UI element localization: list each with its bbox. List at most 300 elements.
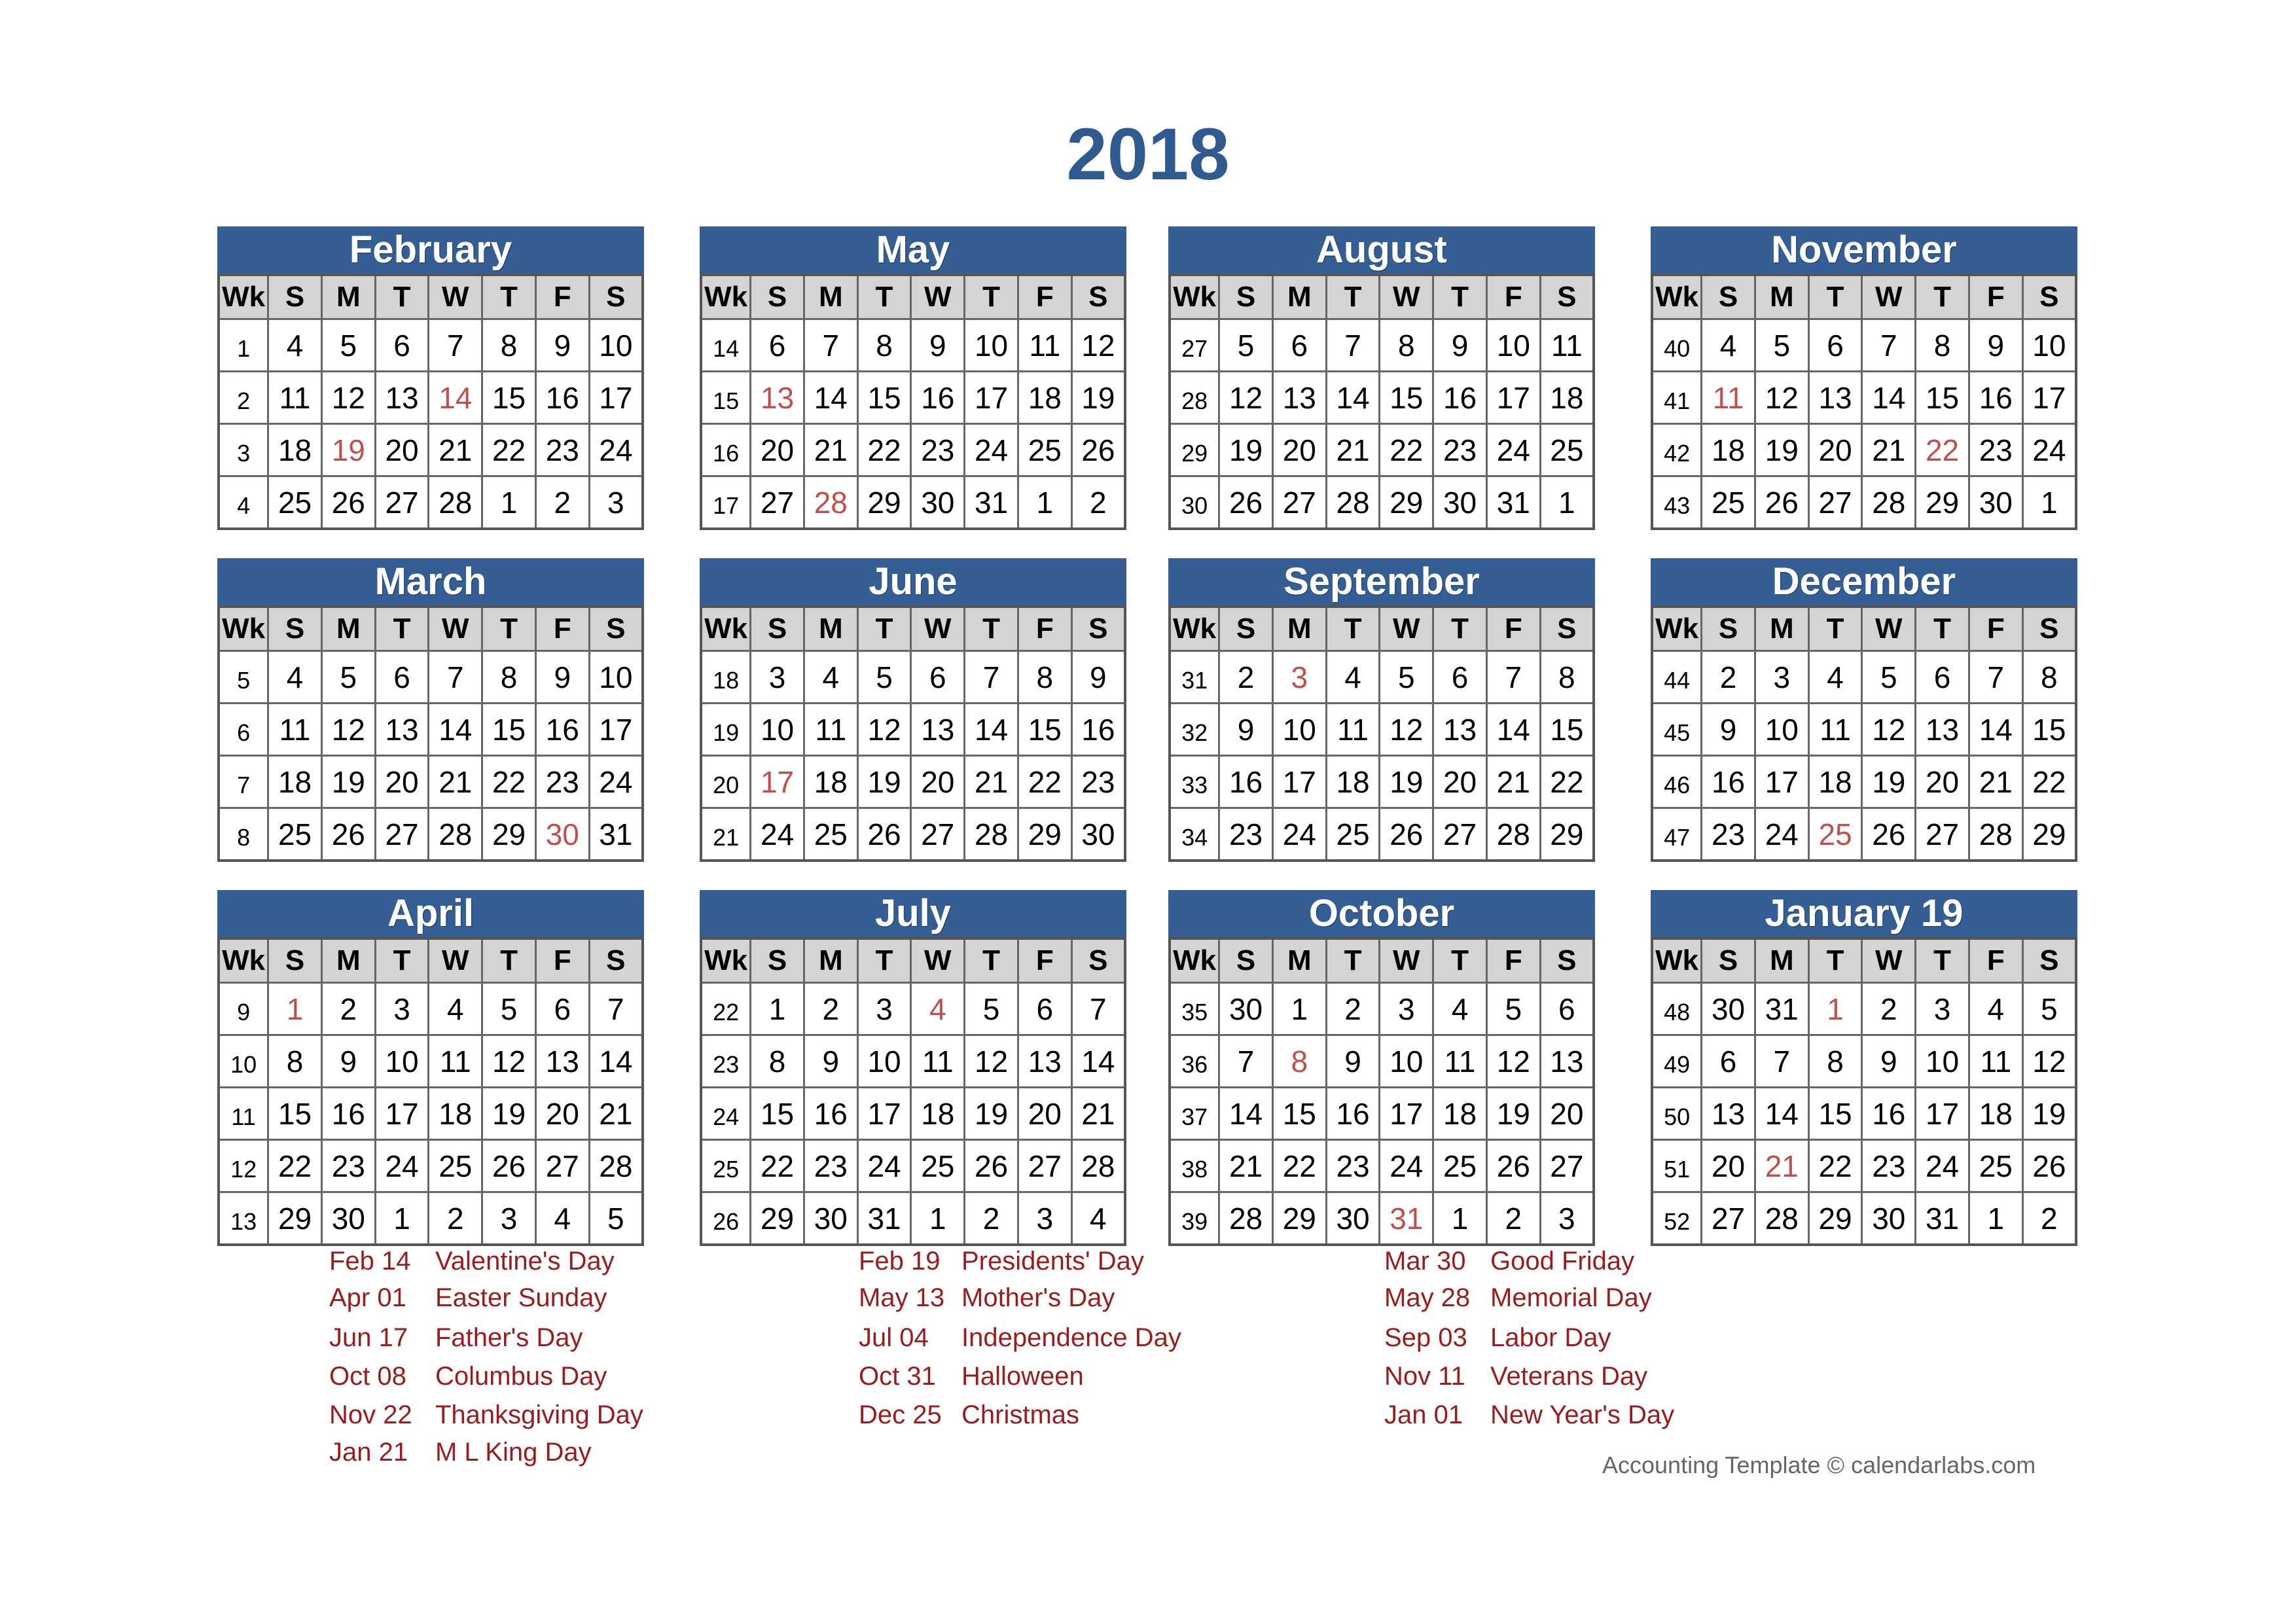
date-cell: 27	[375, 476, 429, 529]
date-cell: 18	[1808, 756, 1862, 808]
date-cell: 11	[268, 372, 322, 424]
date-cell: 30	[1326, 1192, 1380, 1245]
week-row	[219, 651, 643, 704]
date-cell: 17	[375, 1088, 429, 1140]
weekday-header: S	[1219, 607, 1273, 651]
date-cell: 6	[375, 651, 429, 704]
weekday-header: S	[1071, 938, 1125, 983]
month-calendar	[1168, 890, 1595, 1236]
date-cell: 10	[965, 319, 1018, 372]
weekday-header: T	[857, 938, 911, 983]
week-row	[1170, 983, 1594, 1035]
weekday-header: F	[1969, 275, 2022, 319]
week-number: 21	[701, 808, 751, 861]
date-cell: 16	[1071, 704, 1125, 756]
date-cell: 30	[1862, 1192, 1916, 1245]
month-calendar	[217, 890, 644, 1236]
week-number: 50	[1652, 1088, 1702, 1140]
date-cell: 29	[1380, 476, 1433, 529]
date-cell: 14	[804, 372, 857, 424]
holiday-name: Independence Day	[961, 1323, 1181, 1352]
date-cell: 26	[482, 1140, 536, 1192]
date-cell: 8	[1018, 651, 1071, 704]
date-cell: 31	[857, 1192, 911, 1245]
week-number: 1	[219, 319, 268, 372]
weekday-header: W	[1862, 607, 1916, 651]
week-row	[1652, 651, 2076, 704]
date-cell: 26	[321, 808, 375, 861]
month-table	[1651, 937, 2077, 1246]
date-cell: 9	[1862, 1035, 1916, 1088]
date-cell: 4	[1969, 983, 2022, 1035]
date-cell: 21	[804, 424, 857, 476]
date-cell: 16	[1862, 1088, 1916, 1140]
week-row	[1170, 651, 1594, 704]
week-row	[1652, 756, 2076, 808]
week-row	[701, 651, 1125, 704]
date-cell: 22	[1808, 1140, 1862, 1192]
holiday-item	[1384, 1247, 1842, 1281]
weekday-header: S	[1071, 275, 1125, 319]
week-row	[701, 1035, 1125, 1088]
week-row	[219, 424, 643, 476]
weekday-header: S	[268, 938, 322, 983]
date-cell: 2	[1071, 476, 1125, 529]
date-cell: 18	[1969, 1088, 2022, 1140]
date-cell: 5	[1755, 319, 1808, 372]
week-row	[1170, 1192, 1594, 1245]
date-cell: 2	[1862, 983, 1916, 1035]
date-cell: 14	[965, 704, 1018, 756]
date-cell: 1	[1433, 1192, 1487, 1245]
holiday-date-cell: 14	[429, 372, 482, 424]
date-cell: 8	[1916, 319, 1969, 372]
week-number: 10	[219, 1035, 268, 1088]
date-cell: 11	[911, 1035, 965, 1088]
date-cell: 26	[1486, 1140, 1540, 1192]
holiday-date-cell: 3	[1272, 651, 1326, 704]
month-calendar	[1651, 558, 2077, 851]
holiday-date-cell: 8	[1272, 1035, 1326, 1088]
week-number: 51	[1652, 1140, 1702, 1192]
month-title: August	[1168, 226, 1595, 274]
date-cell: 19	[2022, 1088, 2076, 1140]
date-cell: 15	[1916, 372, 1969, 424]
date-cell: 24	[589, 756, 643, 808]
weekday-header: F	[1018, 607, 1071, 651]
weekday-header: T	[1326, 607, 1380, 651]
holiday-item	[1384, 1362, 1842, 1396]
date-cell: 21	[965, 756, 1018, 808]
date-cell: 12	[2022, 1035, 2076, 1088]
week-row	[219, 476, 643, 529]
date-cell: 11	[1969, 1035, 2022, 1088]
month-title: June	[700, 558, 1126, 605]
weekday-header: T	[857, 275, 911, 319]
date-cell: 9	[535, 319, 589, 372]
week-number: 3	[219, 424, 268, 476]
week-number: 41	[1652, 372, 1702, 424]
date-cell: 14	[1219, 1088, 1273, 1140]
weekday-header: S	[1702, 938, 1755, 983]
weekday-header: S	[589, 275, 643, 319]
date-cell: 4	[1433, 983, 1487, 1035]
date-cell: 15	[1808, 1088, 1862, 1140]
date-cell: 22	[1380, 424, 1433, 476]
date-cell: 29	[1916, 476, 1969, 529]
date-cell: 11	[429, 1035, 482, 1088]
weekday-header: S	[2022, 607, 2076, 651]
date-cell: 15	[482, 372, 536, 424]
week-number: 25	[701, 1140, 751, 1192]
date-cell: 18	[268, 756, 322, 808]
date-cell: 26	[1380, 808, 1433, 861]
week-row	[1652, 1140, 2076, 1192]
week-number: 45	[1652, 704, 1702, 756]
date-cell: 26	[1219, 476, 1273, 529]
weekday-header: M	[321, 938, 375, 983]
weekday-header: W	[1862, 938, 1916, 983]
weekday-header: M	[321, 275, 375, 319]
date-cell: 13	[1018, 1035, 1071, 1088]
date-cell: 1	[751, 983, 804, 1035]
holiday-date-cell: 1	[1808, 983, 1862, 1035]
date-cell: 20	[1808, 424, 1862, 476]
date-cell: 3	[1916, 983, 1969, 1035]
date-cell: 11	[1433, 1035, 1487, 1088]
holiday-item	[329, 1438, 787, 1472]
week-number: 42	[1652, 424, 1702, 476]
date-cell: 21	[1219, 1140, 1273, 1192]
holiday-item	[1384, 1283, 1842, 1317]
date-cell: 10	[375, 1035, 429, 1088]
weekday-header: W	[1380, 938, 1433, 983]
date-cell: 25	[1326, 808, 1380, 861]
date-cell: 30	[1219, 983, 1273, 1035]
date-cell: 5	[965, 983, 1018, 1035]
weekday-header-row	[701, 275, 1125, 319]
holiday-item	[329, 1283, 787, 1317]
weekday-header: T	[1326, 275, 1380, 319]
holiday-name: Labor Day	[1490, 1323, 1611, 1352]
holiday-date: Oct 08	[329, 1362, 406, 1391]
weekday-header: S	[1702, 607, 1755, 651]
month-table	[1168, 937, 1595, 1246]
date-cell: 31	[1755, 983, 1808, 1035]
week-number: 17	[701, 476, 751, 529]
date-cell: 4	[535, 1192, 589, 1245]
date-cell: 12	[1380, 704, 1433, 756]
week-row	[1652, 424, 2076, 476]
month-calendar	[700, 226, 1126, 520]
weekday-header: T	[375, 938, 429, 983]
date-cell: 2	[429, 1192, 482, 1245]
date-cell: 10	[1916, 1035, 1969, 1088]
date-cell: 24	[857, 1140, 911, 1192]
weekday-header-row	[219, 607, 643, 651]
date-cell: 24	[965, 424, 1018, 476]
date-cell: 26	[1862, 808, 1916, 861]
date-cell: 8	[482, 651, 536, 704]
date-cell: 24	[751, 808, 804, 861]
date-cell: 7	[1326, 319, 1380, 372]
date-cell: 1	[482, 476, 536, 529]
date-cell: 9	[321, 1035, 375, 1088]
month-calendar	[217, 226, 644, 520]
date-cell: 16	[1219, 756, 1273, 808]
holiday-item	[859, 1283, 1317, 1317]
date-cell: 5	[1219, 319, 1273, 372]
date-cell: 12	[1486, 1035, 1540, 1088]
holiday-item	[859, 1247, 1317, 1281]
weekday-header: M	[804, 275, 857, 319]
week-row	[1170, 756, 1594, 808]
weekday-header-row	[219, 275, 643, 319]
date-cell: 5	[321, 319, 375, 372]
date-cell: 24	[1755, 808, 1808, 861]
date-cell: 17	[2022, 372, 2076, 424]
date-cell: 23	[1071, 756, 1125, 808]
weekday-header: T	[1808, 275, 1862, 319]
date-cell: 13	[1916, 704, 1969, 756]
date-cell: 26	[857, 808, 911, 861]
date-cell: 25	[1702, 476, 1755, 529]
week-row	[701, 476, 1125, 529]
date-cell: 9	[535, 651, 589, 704]
week-number-header: Wk	[219, 275, 268, 319]
month-table	[217, 605, 644, 862]
holiday-name: Thanksgiving Day	[435, 1400, 643, 1429]
week-number-header: Wk	[1170, 607, 1219, 651]
month-table	[217, 937, 644, 1246]
weekday-header-row	[701, 938, 1125, 983]
date-cell: 12	[1755, 372, 1808, 424]
date-cell: 27	[1540, 1140, 1594, 1192]
date-cell: 19	[1380, 756, 1433, 808]
weekday-header: S	[1071, 607, 1125, 651]
holiday-date-cell: 22	[1916, 424, 1969, 476]
date-cell: 4	[804, 651, 857, 704]
holiday-date-cell: 1	[268, 983, 322, 1035]
week-number-header: Wk	[701, 938, 751, 983]
weekday-header: T	[1808, 938, 1862, 983]
week-row	[1170, 424, 1594, 476]
date-cell: 10	[589, 651, 643, 704]
date-cell: 30	[1969, 476, 2022, 529]
date-cell: 18	[1702, 424, 1755, 476]
weekday-header: S	[751, 607, 804, 651]
week-row	[1652, 372, 2076, 424]
date-cell: 3	[589, 476, 643, 529]
date-cell: 9	[911, 319, 965, 372]
week-row	[219, 1088, 643, 1140]
date-cell: 10	[1486, 319, 1540, 372]
weekday-header-row	[1652, 607, 2076, 651]
weekday-header: T	[965, 275, 1018, 319]
week-row	[701, 983, 1125, 1035]
date-cell: 8	[1540, 651, 1594, 704]
week-number-header: Wk	[701, 275, 751, 319]
weekday-header: W	[911, 938, 965, 983]
holiday-date: Feb 19	[859, 1247, 941, 1275]
date-cell: 8	[1380, 319, 1433, 372]
date-cell: 19	[321, 756, 375, 808]
date-cell: 5	[857, 651, 911, 704]
date-cell: 21	[429, 424, 482, 476]
date-cell: 24	[589, 424, 643, 476]
date-cell: 21	[1969, 756, 2022, 808]
week-number: 11	[219, 1088, 268, 1140]
date-cell: 22	[1540, 756, 1594, 808]
holiday-date-cell: 28	[804, 476, 857, 529]
date-cell: 8	[751, 1035, 804, 1088]
holiday-item	[329, 1247, 787, 1281]
week-number: 27	[1170, 319, 1219, 372]
weekday-header: F	[535, 275, 589, 319]
date-cell: 22	[751, 1140, 804, 1192]
week-number: 37	[1170, 1088, 1219, 1140]
date-cell: 1	[2022, 476, 2076, 529]
date-cell: 12	[1219, 372, 1273, 424]
holiday-name: Christmas	[961, 1400, 1080, 1429]
date-cell: 15	[1018, 704, 1071, 756]
date-cell: 20	[535, 1088, 589, 1140]
weekday-header: F	[1969, 607, 2022, 651]
holiday-item	[329, 1323, 787, 1357]
date-cell: 24	[1272, 808, 1326, 861]
weekday-header: S	[268, 607, 322, 651]
week-row	[219, 372, 643, 424]
date-cell: 5	[482, 983, 536, 1035]
date-cell: 27	[375, 808, 429, 861]
week-number: 29	[1170, 424, 1219, 476]
week-row	[219, 319, 643, 372]
week-number: 8	[219, 808, 268, 861]
month-title: January 19	[1651, 890, 2077, 937]
weekday-header: M	[321, 607, 375, 651]
date-cell: 31	[1486, 476, 1540, 529]
week-number-header: Wk	[1652, 275, 1702, 319]
week-row	[1652, 1035, 2076, 1088]
week-row	[701, 424, 1125, 476]
week-row	[1652, 319, 2076, 372]
date-cell: 16	[911, 372, 965, 424]
week-number: 7	[219, 756, 268, 808]
date-cell: 14	[1862, 372, 1916, 424]
date-cell: 25	[1540, 424, 1594, 476]
date-cell: 18	[804, 756, 857, 808]
date-cell: 4	[1808, 651, 1862, 704]
weekday-header: M	[804, 607, 857, 651]
date-cell: 1	[1272, 983, 1326, 1035]
date-cell: 4	[1702, 319, 1755, 372]
holiday-date: Mar 30	[1384, 1247, 1466, 1275]
date-cell: 29	[1272, 1192, 1326, 1245]
weekday-header: W	[911, 275, 965, 319]
weekday-header: M	[1272, 607, 1326, 651]
holiday-date: Apr 01	[329, 1283, 406, 1312]
date-cell: 2	[804, 983, 857, 1035]
weekday-header: M	[1755, 275, 1808, 319]
date-cell: 2	[1486, 1192, 1540, 1245]
weekday-header: W	[1380, 607, 1433, 651]
weekday-header: F	[1486, 607, 1540, 651]
holiday-item	[1384, 1323, 1842, 1357]
date-cell: 29	[2022, 808, 2076, 861]
date-cell: 23	[535, 424, 589, 476]
week-row	[1170, 372, 1594, 424]
date-cell: 6	[1433, 651, 1487, 704]
month-calendar	[1168, 558, 1595, 851]
date-cell: 3	[1018, 1192, 1071, 1245]
holiday-date-cell: 30	[535, 808, 589, 861]
date-cell: 11	[268, 704, 322, 756]
holiday-date-cell: 21	[1755, 1140, 1808, 1192]
week-number: 14	[701, 319, 751, 372]
date-cell: 6	[375, 319, 429, 372]
date-cell: 19	[482, 1088, 536, 1140]
holiday-name: Valentine's Day	[435, 1247, 615, 1275]
holiday-date: Jan 21	[329, 1438, 408, 1467]
date-cell: 28	[589, 1140, 643, 1192]
date-cell: 23	[1433, 424, 1487, 476]
date-cell: 8	[482, 319, 536, 372]
date-cell: 18	[911, 1088, 965, 1140]
weekday-header: W	[911, 607, 965, 651]
week-number-header: Wk	[1652, 607, 1702, 651]
weekday-header: T	[1433, 275, 1487, 319]
date-cell: 28	[1486, 808, 1540, 861]
weekday-header-row	[1170, 938, 1594, 983]
month-table	[700, 937, 1126, 1246]
date-cell: 28	[1755, 1192, 1808, 1245]
date-cell: 27	[1018, 1140, 1071, 1192]
date-cell: 20	[1272, 424, 1326, 476]
date-cell: 29	[751, 1192, 804, 1245]
date-cell: 15	[2022, 704, 2076, 756]
date-cell: 1	[1969, 1192, 2022, 1245]
week-row	[1170, 319, 1594, 372]
date-cell: 27	[911, 808, 965, 861]
date-cell: 30	[1071, 808, 1125, 861]
date-cell: 5	[1486, 983, 1540, 1035]
holiday-date-cell: 31	[1380, 1192, 1433, 1245]
weekday-header: F	[1018, 938, 1071, 983]
year-title: 2018	[1066, 113, 1230, 195]
date-cell: 8	[857, 319, 911, 372]
date-cell: 9	[804, 1035, 857, 1088]
date-cell: 26	[1071, 424, 1125, 476]
date-cell: 14	[1486, 704, 1540, 756]
date-cell: 15	[482, 704, 536, 756]
weekday-header-row	[701, 607, 1125, 651]
date-cell: 17	[1916, 1088, 1969, 1140]
week-number: 52	[1652, 1192, 1702, 1245]
week-row	[219, 808, 643, 861]
date-cell: 25	[268, 476, 322, 529]
weekday-header: S	[1540, 607, 1594, 651]
date-cell: 2	[535, 476, 589, 529]
weekday-header: T	[1916, 938, 1969, 983]
weekday-header: S	[1219, 275, 1273, 319]
date-cell: 4	[268, 319, 322, 372]
date-cell: 5	[1862, 651, 1916, 704]
date-cell: 14	[589, 1035, 643, 1088]
date-cell: 29	[482, 808, 536, 861]
date-cell: 21	[1071, 1088, 1125, 1140]
date-cell: 30	[911, 476, 965, 529]
date-cell: 20	[1540, 1088, 1594, 1140]
